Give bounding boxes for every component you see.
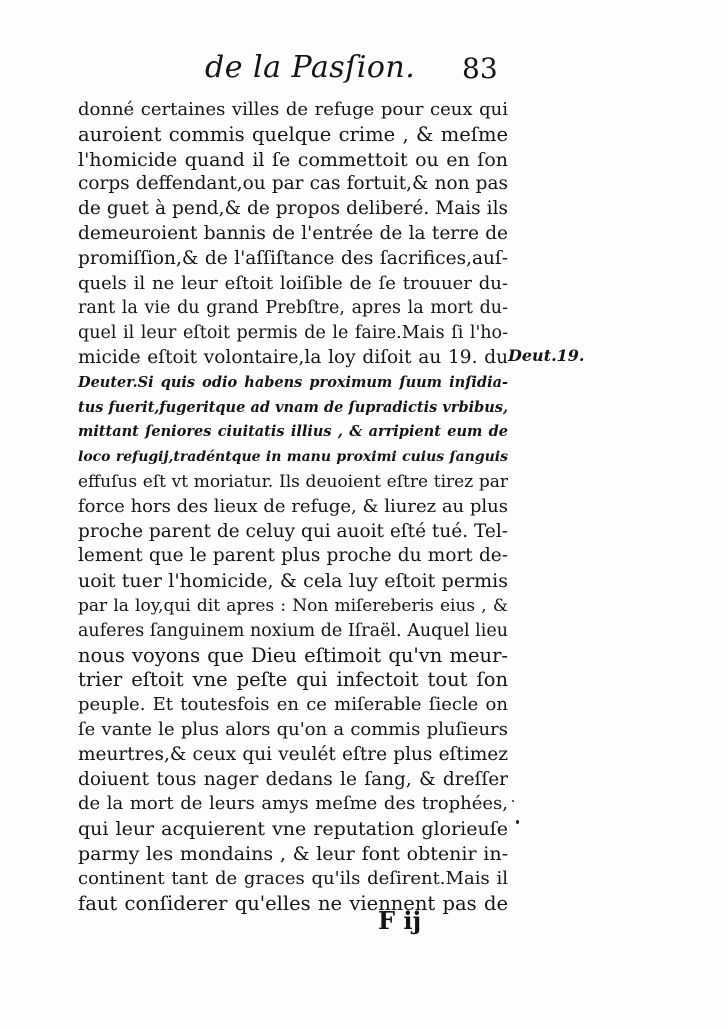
text-line: donné certaines villes de refuge pour ceux qui — [78, 99, 508, 120]
text-line: corps deffendant,ou par cas fortuit,& non pas — [78, 173, 508, 195]
text-line: auroient commis quelque crime , & meſme — [78, 122, 508, 146]
text-line: ſe vante le plus alors qu'on a commis pluſieurs — [78, 718, 508, 740]
text-line: quels il ne leur eſtoit loiſible de ſe trouuer du- — [78, 272, 508, 294]
text-line: par la loy,qui dit apres : Non miſereberis eius , & — [78, 595, 508, 616]
text-line: effuſus eſt vt moriatur. Ils deuoient eſtre tirez par — [78, 471, 508, 492]
signature-mark: F ij — [378, 906, 422, 935]
text-line: tus fuerit,fugeritque ad vnam de ſupradictis vrbibus, — [78, 398, 508, 416]
margin-note: Deut.19. — [508, 346, 585, 365]
text-line: mittant ſeniores ciuitatis illius , & arripient eum de — [78, 423, 508, 441]
text-line: quel il leur eſtoit permis de le faire.Mais ſi l'ho- — [78, 323, 508, 344]
text-line: demeuroient bannis de l'entrée de la terre de — [78, 222, 508, 244]
page-number: 83 — [462, 52, 498, 85]
text-line: peuple. Et toutesfois en ce miſerable ſiecle on — [78, 694, 508, 716]
text-line: proche parent de celuy qui auoit eſté tué. Tel- — [78, 520, 508, 542]
text-line: lement que le parent plus proche du mort de- — [78, 545, 508, 567]
text-line: faut conſiderer qu'elles ne viennent pas de — [78, 891, 508, 915]
text-line: trier eſtoit vne peſte qui infectoit tout ſon — [78, 668, 508, 692]
text-line: loco refugij,tradéntque in manu proximi cuius ſanguis — [78, 449, 508, 466]
text-line: parmy les mondains , & leur font obtenir in- — [78, 842, 508, 865]
body-text — [78, 98, 508, 916]
text-line: l'homicide quand il ſe commettoit ou en ſon — [78, 148, 508, 171]
text-line: auferes ſanguinem noxium de Iſraël. Auquel lieu — [78, 620, 508, 641]
text-line: de la mort de leurs amys meſme des trophées, — [78, 793, 508, 815]
running-title: de la Pasſion. — [205, 50, 416, 85]
text-line: uoit tuer l'homicide, & cela luy eſtoit permis — [78, 570, 508, 593]
ink-speck — [512, 800, 514, 802]
text-line: qui leur acquierent vne reputation glorieuſe — [78, 818, 508, 841]
text-line: nous voyons que Dieu eſtimoit qu'vn meur- — [78, 643, 508, 667]
text-line: de guet à pend,& de propos deliberé. Mais ils — [78, 198, 508, 220]
text-line: Deuter.Si quis odio habens proximum ſuum inſidia- — [78, 373, 508, 391]
text-line: meurtres,& ceux qui veulét eſtre plus eſtimez — [78, 743, 508, 765]
ink-speck — [516, 820, 519, 824]
text-line: rant la vie du grand Prebſtre, apres la mort du- — [78, 298, 508, 319]
text-line: continent tant de graces qu'ils deſirent.Mais il — [78, 867, 508, 889]
text-line: force hors des lieux de refuge, & liurez au plus — [78, 495, 508, 517]
text-line: doiuent tous nager dedans le ſang, & dreſſer — [78, 768, 508, 790]
text-line: promiſſion,& de l'aſſiſtance des ſacrifices,auſ- — [78, 247, 508, 269]
text-line: micide eſtoit volontaire,la loy diſoit au 19. du — [78, 346, 508, 368]
